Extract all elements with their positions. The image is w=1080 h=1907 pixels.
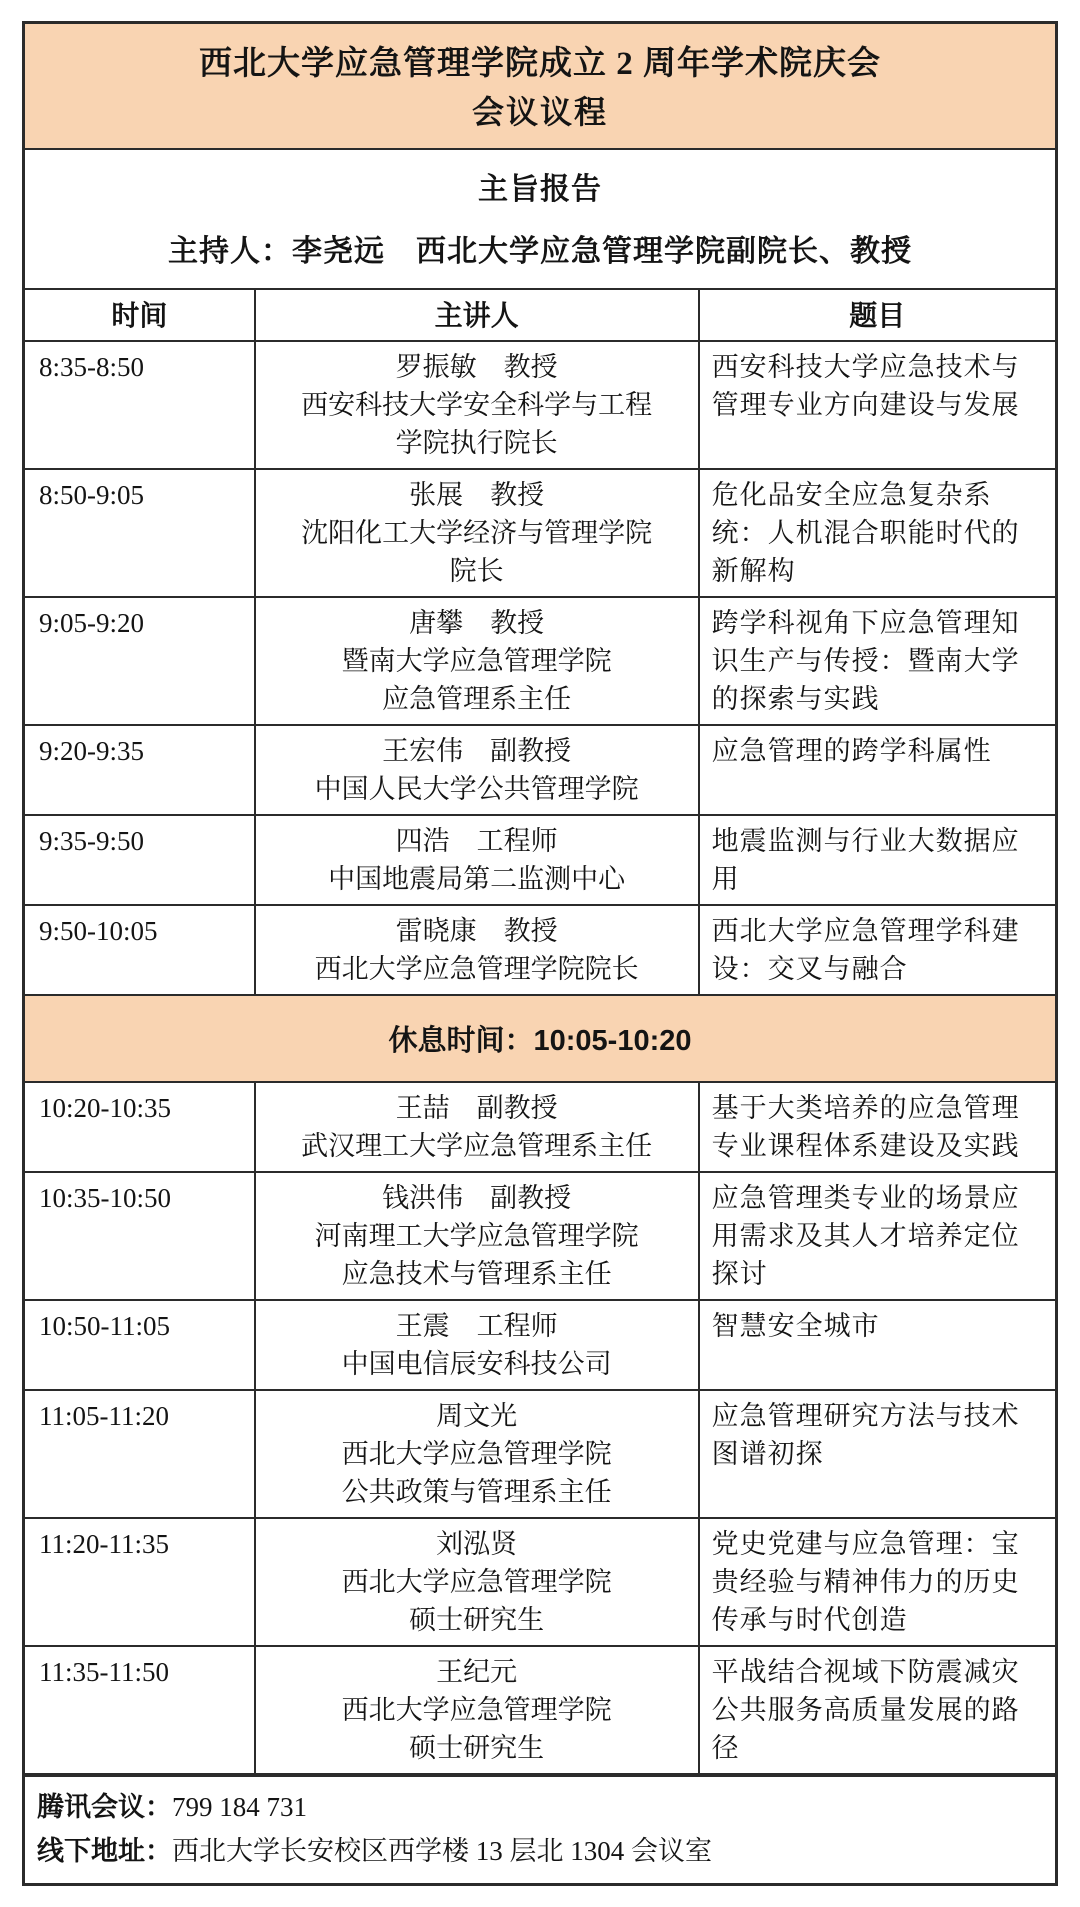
speaker-line: 西北大学应急管理学院 xyxy=(341,1695,612,1725)
session-time: 11:20-11:35 xyxy=(25,1518,255,1646)
speaker-line: 王震 工程师 xyxy=(395,1311,558,1341)
session-speaker xyxy=(255,905,699,995)
session-speaker xyxy=(255,1390,699,1518)
speaker-line: 硕士研究生 xyxy=(409,1605,545,1635)
break-row xyxy=(25,995,1055,1082)
speaker-line: 河南理工大学应急管理学院 xyxy=(314,1221,639,1251)
speaker-line: 应急管理系主任 xyxy=(382,684,572,714)
session-row xyxy=(25,1518,1055,1646)
online-meeting-id: 799 184 731 xyxy=(172,1792,307,1822)
session-speaker xyxy=(255,725,699,815)
offline-address-label: 线下地址： xyxy=(37,1836,172,1866)
topic-line: 危化品安全应急复杂系 xyxy=(711,480,992,510)
session-topic xyxy=(699,341,1055,469)
agenda-table xyxy=(25,288,1055,1775)
topic-line: 跨学科视角下应急管理知 xyxy=(711,608,1020,638)
session-speaker xyxy=(255,1172,699,1300)
session-speaker xyxy=(255,1082,699,1172)
column-header-time: 时间 xyxy=(25,289,255,341)
topic-line: 西北大学应急管理学科建 xyxy=(711,916,1020,946)
session-time: 8:35-8:50 xyxy=(25,341,255,469)
online-meeting-label: 腾讯会议： xyxy=(37,1792,172,1822)
speaker-line: 院长 xyxy=(449,556,504,586)
session-topic xyxy=(699,905,1055,995)
speaker-line: 西北大学应急管理学院 xyxy=(341,1567,612,1597)
speaker-line: 周文光 xyxy=(436,1401,518,1431)
topic-line: 地震监测与行业大数据应 xyxy=(711,826,1020,856)
session-time: 8:50-9:05 xyxy=(25,469,255,597)
footer xyxy=(25,1775,1055,1883)
topic-line: 专业课程体系建设及实践 xyxy=(711,1131,1020,1161)
session-speaker xyxy=(255,1518,699,1646)
session-time: 10:20-10:35 xyxy=(25,1082,255,1172)
agenda-subtitle: 会议议程 xyxy=(471,94,608,130)
session-row xyxy=(25,341,1055,469)
session-row xyxy=(25,1300,1055,1390)
session-topic xyxy=(699,815,1055,905)
session-topic xyxy=(699,1646,1055,1774)
topic-line: 智慧安全城市 xyxy=(711,1311,880,1341)
session-time: 10:50-11:05 xyxy=(25,1300,255,1390)
speaker-line: 唐攀 教授 xyxy=(409,608,545,638)
session-row xyxy=(25,905,1055,995)
agenda-document xyxy=(22,21,1058,1886)
topic-line: 图谱初探 xyxy=(711,1439,824,1469)
host-line: 主持人：李尧远 西北大学应急管理学院副院长、教授 xyxy=(168,235,912,268)
topic-line: 传承与时代创造 xyxy=(711,1605,908,1635)
speaker-line: 公共政策与管理系主任 xyxy=(341,1477,612,1507)
topic-line: 应急管理类专业的场景应 xyxy=(711,1183,1020,1213)
session-topic xyxy=(699,597,1055,725)
speaker-line: 暨南大学应急管理学院 xyxy=(341,646,612,676)
session-speaker xyxy=(255,1300,699,1390)
session-speaker xyxy=(255,815,699,905)
keynote-section-title: 主旨报告 xyxy=(478,173,602,206)
session-speaker xyxy=(255,597,699,725)
topic-line: 用 xyxy=(711,864,740,894)
topic-line: 的探索与实践 xyxy=(711,684,880,714)
topic-line: 新解构 xyxy=(711,556,796,586)
session-row xyxy=(25,1646,1055,1774)
speaker-line: 王纪元 xyxy=(436,1657,518,1687)
topic-line: 贵经验与精神伟力的历史 xyxy=(711,1567,1020,1597)
session-time: 11:35-11:50 xyxy=(25,1646,255,1774)
session-time: 9:50-10:05 xyxy=(25,905,255,995)
speaker-line: 张展 教授 xyxy=(409,480,545,510)
session-topic xyxy=(699,469,1055,597)
session-topic xyxy=(699,1082,1055,1172)
session-row xyxy=(25,469,1055,597)
session-speaker xyxy=(255,1646,699,1774)
speaker-line: 中国人民大学公共管理学院 xyxy=(314,774,639,804)
online-meeting-line xyxy=(37,1785,1045,1829)
speaker-line: 西北大学应急管理学院院长 xyxy=(314,954,639,984)
speaker-line: 钱洪伟 副教授 xyxy=(382,1183,572,1213)
session-speaker xyxy=(255,341,699,469)
speaker-line: 罗振敏 教授 xyxy=(395,352,558,382)
speaker-line: 应急技术与管理系主任 xyxy=(341,1259,612,1289)
speaker-line: 沈阳化工大学经济与管理学院 xyxy=(301,518,653,548)
topic-line: 平战结合视域下防震减灾 xyxy=(711,1657,1020,1687)
speaker-line: 学院执行院长 xyxy=(395,428,558,458)
session-row xyxy=(25,597,1055,725)
topic-line: 统：人机混合职能时代的 xyxy=(711,518,1020,548)
conference-title: 西北大学应急管理学院成立 2 周年学术院庆会 xyxy=(199,46,881,82)
speaker-line: 硕士研究生 xyxy=(409,1733,545,1763)
topic-line: 径 xyxy=(711,1733,740,1763)
topic-line: 设：交叉与融合 xyxy=(711,954,908,984)
session-speaker xyxy=(255,469,699,597)
session-time: 9:35-9:50 xyxy=(25,815,255,905)
speaker-line: 刘泓贤 xyxy=(436,1529,518,1559)
session-topic xyxy=(699,1518,1055,1646)
session-topic xyxy=(699,1172,1055,1300)
agenda-table-header xyxy=(25,289,1055,341)
topic-line: 基于大类培养的应急管理 xyxy=(711,1093,1020,1123)
session-row xyxy=(25,1082,1055,1172)
speaker-line: 西北大学应急管理学院 xyxy=(341,1439,612,1469)
speaker-line: 西安科技大学安全科学与工程 xyxy=(301,390,653,420)
speaker-line: 中国电信辰安科技公司 xyxy=(341,1349,612,1379)
topic-line: 管理专业方向建设与发展 xyxy=(711,390,1020,420)
topic-line: 识生产与传授：暨南大学 xyxy=(711,646,1020,676)
topic-line: 应急管理研究方法与技术 xyxy=(711,1401,1020,1431)
topic-line: 西安科技大学应急技术与 xyxy=(711,352,1020,382)
speaker-line: 王喆 副教授 xyxy=(395,1093,558,1123)
title-banner xyxy=(25,24,1055,150)
session-row xyxy=(25,815,1055,905)
column-header-topic: 题目 xyxy=(699,289,1055,341)
agenda-table-body xyxy=(25,341,1055,1774)
speaker-line: 四浩 工程师 xyxy=(395,826,558,856)
topic-line: 用需求及其人才培养定位 xyxy=(711,1221,1020,1251)
speaker-line: 武汉理工大学应急管理系主任 xyxy=(301,1131,653,1161)
session-topic xyxy=(699,725,1055,815)
session-topic xyxy=(699,1390,1055,1518)
speaker-line: 王宏伟 副教授 xyxy=(382,736,572,766)
topic-line: 公共服务高质量发展的路 xyxy=(711,1695,1020,1725)
session-topic xyxy=(699,1300,1055,1390)
session-row xyxy=(25,1172,1055,1300)
speaker-line: 中国地震局第二监测中心 xyxy=(328,864,626,894)
session-time: 9:20-9:35 xyxy=(25,725,255,815)
header-row xyxy=(25,289,1055,341)
speaker-line: 雷晓康 教授 xyxy=(395,916,558,946)
break-label: 休息时间：10:05-10:20 xyxy=(25,995,1055,1082)
session-row xyxy=(25,725,1055,815)
offline-address-line xyxy=(37,1829,1045,1873)
session-time: 10:35-10:50 xyxy=(25,1172,255,1300)
session-row xyxy=(25,1390,1055,1518)
topic-line: 应急管理的跨学科属性 xyxy=(711,736,992,766)
topic-line: 党史党建与应急管理：宝 xyxy=(711,1529,1020,1559)
topic-line: 探讨 xyxy=(711,1259,768,1289)
session-time: 9:05-9:20 xyxy=(25,597,255,725)
session-time: 11:05-11:20 xyxy=(25,1390,255,1518)
offline-address-value: 西北大学长安校区西学楼 13 层北 1304 会议室 xyxy=(172,1836,712,1866)
column-header-speaker: 主讲人 xyxy=(255,289,699,341)
